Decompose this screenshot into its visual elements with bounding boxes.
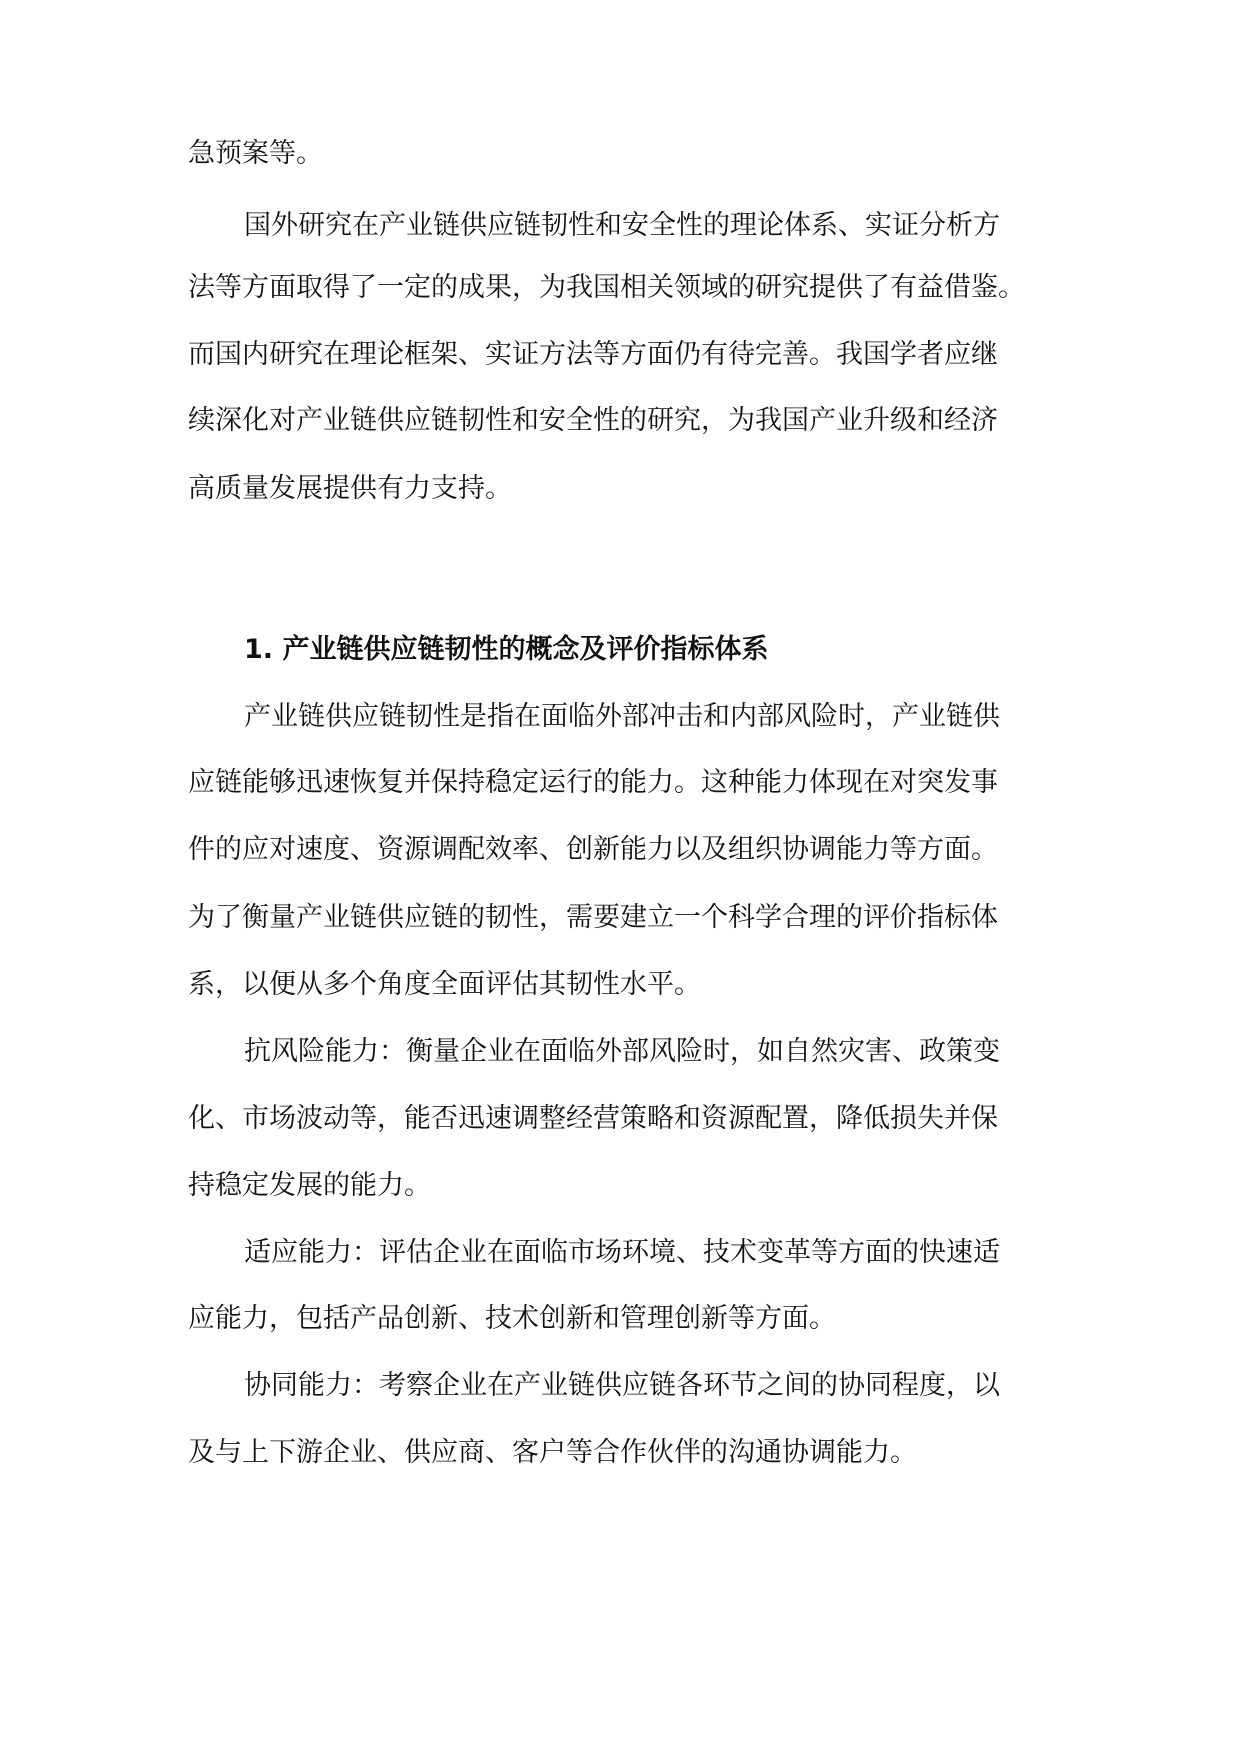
paragraph-line: 抗风险能力：衡量企业在面临外部风险时，如自然灾害、政策变 — [244, 1036, 1000, 1067]
paragraph-line: 协同能力：考察企业在产业链供应链各环节之间的协同程度，以 — [244, 1370, 1000, 1401]
paragraph-line: 为了衡量产业链供应链的韧性，需要建立一个科学合理的评价指标体 — [188, 902, 998, 933]
section-heading: 1. 产业链供应链韧性的概念及评价指标体系 — [244, 634, 769, 665]
paragraph-line: 应能力，包括产品创新、技术创新和管理创新等方面。 — [188, 1303, 836, 1334]
paragraph-line: 高质量发展提供有力支持。 — [188, 473, 512, 504]
paragraph-line: 国外研究在产业链供应链韧性和安全性的理论体系、实证分析方 — [244, 210, 1000, 241]
paragraph-line: 持稳定发展的能力。 — [188, 1170, 431, 1201]
paragraph-line: 法等方面取得了一定的成果，为我国相关领域的研究提供了有益借鉴。 — [188, 272, 1025, 303]
paragraph-line: 续深化对产业链供应链韧性和安全性的研究，为我国产业升级和经济 — [188, 405, 998, 436]
paragraph-line: 急预案等。 — [188, 138, 323, 169]
paragraph-line: 产业链供应链韧性是指在面临外部冲击和内部风险时，产业链供 — [244, 701, 1000, 732]
paragraph-line: 适应能力：评估企业在面临市场环境、技术变革等方面的快速适 — [244, 1237, 1000, 1268]
paragraph-line: 件的应对速度、资源调配效率、创新能力以及组织协调能力等方面。 — [188, 834, 998, 865]
paragraph-line: 应链能够迅速恢复并保持稳定运行的能力。这种能力体现在对突发事 — [188, 767, 998, 798]
paragraph-line: 化、市场波动等，能否迅速调整经营策略和资源配置，降低损失并保 — [188, 1103, 998, 1134]
paragraph-line: 系，以便从多个角度全面评估其韧性水平。 — [188, 969, 701, 1000]
paragraph-line: 及与上下游企业、供应商、客户等合作伙伴的沟通协调能力。 — [188, 1437, 917, 1468]
paragraph-line: 而国内研究在理论框架、实证方法等方面仍有待完善。我国学者应继 — [188, 339, 998, 370]
